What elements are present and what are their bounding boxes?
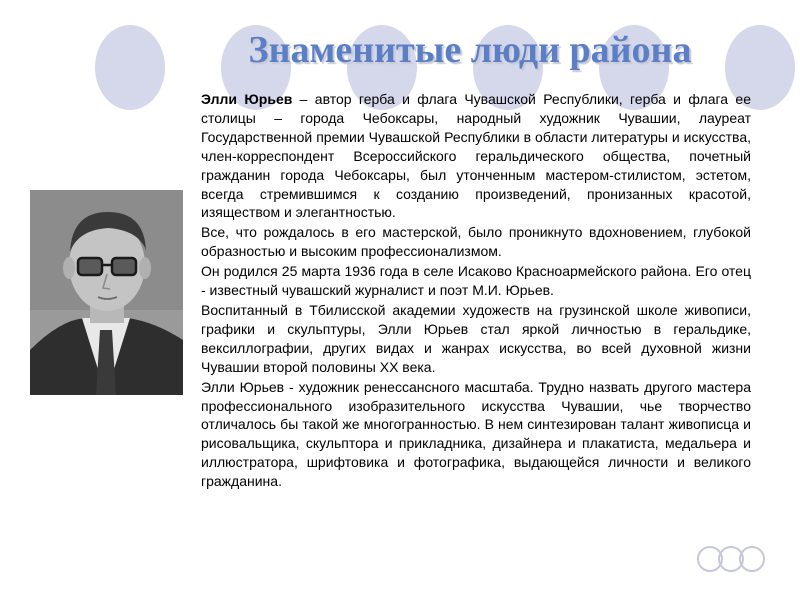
portrait-photo bbox=[30, 190, 183, 395]
biography-paragraph-5: Элли Юрьев - художник ренессансного масштаба. Трудно назвать другого мастера профессионального изобразительного искусства Чувашии, чье творчество отличалось бы такой же многогранностью. В нем синтезирован талант живописца и рисовальщика, скульптора и прикладника, дизайнера и плакатиста, медальера и иллюстратора, шрифтовика и фотографика, выдающейся личности и великого гражданина. bbox=[201, 378, 751, 490]
paragraph-text: – автор герба и флага Чувашской Республики, герба и флага ее столицы – города Чебоксары, народный художник Чувашии, лауреат Государственной премии Чувашской Республики в области литературы и искусства, член-корреспондент Всероссийского геральдического общества, почетный гражданин города Чебоксары, был утонченным мастером-стилистом, эстетом, всегда стремившимся к созданию произведений, пронизанных красотой, изяществом и элегантностью. bbox=[201, 91, 752, 221]
biography-paragraph-4: Воспитанный в Тбилисской академии художеств на грузинской школе живописи, графики и скульптуры, Элли Юрьев стал яркой личностью в геральдике, вексиллографии, других видах и жанрах искусства, во всей духовной жизни Чувашии второй половины XX века. bbox=[201, 301, 751, 375]
portrait-image bbox=[30, 190, 183, 395]
decorative-circle bbox=[95, 25, 165, 110]
person-name: Элли Юрьев bbox=[201, 91, 293, 107]
biography-paragraph-2: Все, что рождалось в его мастерской, было проникнуто вдохновением, глубокой образностью и высоким профессионализмом. bbox=[201, 224, 751, 260]
biography-paragraph-3: Он родился 25 марта 1936 года в селе Исаково Красноармейского района. Его отец - известный чувашский журналист и поэт М.И. Юрьев. bbox=[201, 263, 751, 299]
decorative-ornament bbox=[696, 545, 766, 573]
biography-text bbox=[201, 90, 751, 492]
biography-paragraph-1 bbox=[201, 90, 751, 222]
slide-title: Знаменитые люди района bbox=[248, 29, 692, 71]
